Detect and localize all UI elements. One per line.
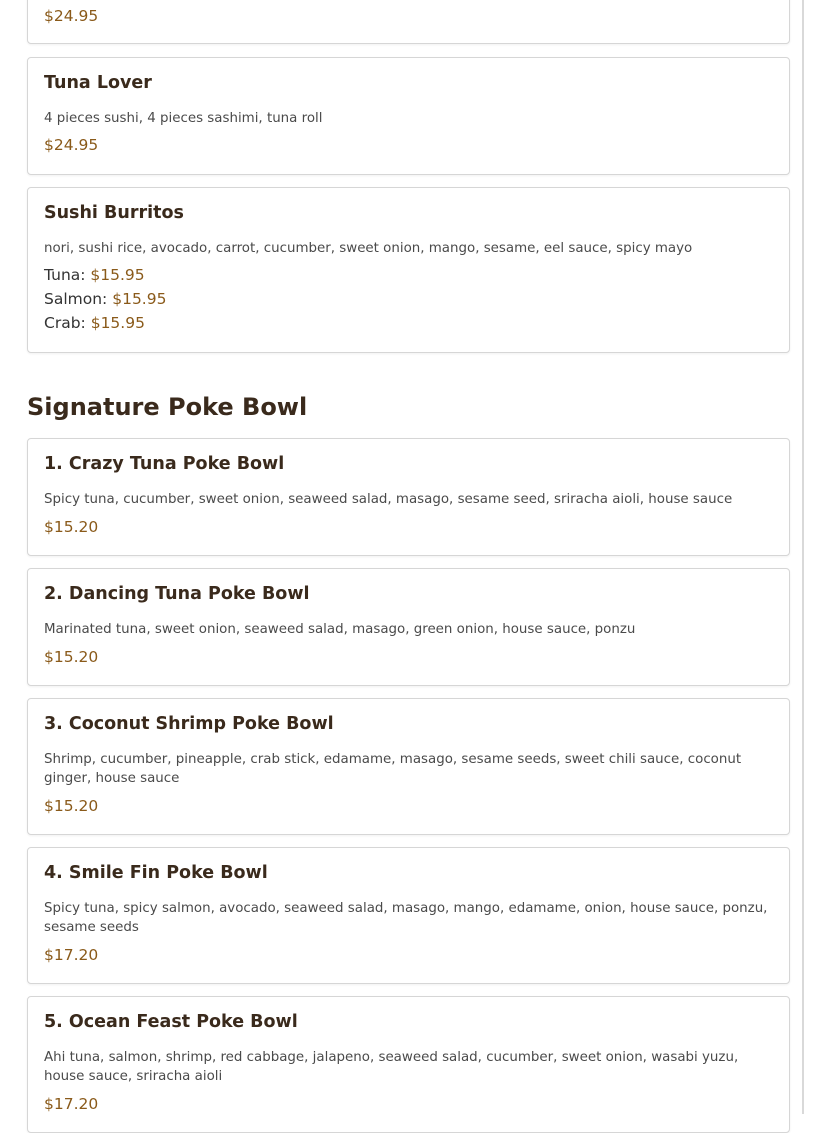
menu-item-name: 4. Smile Fin Poke Bowl [44,863,268,883]
menu-item-description: Ahi tuna, salmon, shrimp, red cabbage, jalapeno, seaweed salad, cucumber, sweet onion, wasabi yuzu, house sauce, sriracha aioli [44,1050,739,1084]
menu-item-card-sushi-burritos[interactable] [27,187,790,353]
menu-item-name: Tuna Lover [44,73,152,93]
menu-item-description: Shrimp, cucumber, pineapple, crab stick, edamame, masago, sesame seeds, sweet chili sauce, coconut ginger, house sauce [44,752,742,786]
menu-item-description: Spicy tuna, cucumber, sweet onion, seaweed salad, masago, sesame seed, sriracha aioli, house sauce [44,492,733,507]
menu-item-description: Marinated tuna, sweet onion, seaweed salad, masago, green onion, house sauce, ponzu [44,622,636,637]
section-heading-poke-bowl: Signature Poke Bowl [27,393,308,421]
variant-salmon: Salmon: $15.95 [44,290,167,308]
scroll-edge-divider [802,0,804,1114]
variant-crab: Crab: $15.95 [44,314,145,332]
menu-item-price: $15.20 [44,797,99,815]
menu-item-card-poke-1[interactable] [27,438,790,556]
variant-price: $15.95 [112,290,167,308]
menu-item-card-poke-5[interactable] [27,996,790,1133]
menu-item-price: $24.95 [44,136,99,154]
menu-item-name: Sushi Burritos [44,203,184,223]
menu-item-price: $24.95 [44,7,99,25]
menu-item-price: $15.20 [44,518,99,536]
menu-item-price: $17.20 [44,1095,99,1113]
menu-item-price: $15.20 [44,648,99,666]
menu-item-card-poke-4[interactable] [27,847,790,984]
menu-item-card-poke-2[interactable] [27,568,790,686]
menu-item-description: 4 pieces sushi, 4 pieces sashimi, tuna roll [44,111,323,126]
variant-tuna: Tuna: $15.95 [44,266,145,284]
menu-item-name: 1. Crazy Tuna Poke Bowl [44,454,285,474]
menu-item-name: 3. Coconut Shrimp Poke Bowl [44,714,334,734]
menu-item-description: nori, sushi rice, avocado, carrot, cucumber, sweet onion, mango, sesame, eel sauce, spicy mayo [44,241,693,256]
menu-item-card-tuna-lover[interactable] [27,57,790,175]
menu-item-card[interactable] [27,0,790,44]
variant-price: $15.95 [90,314,145,332]
menu-item-name: 2. Dancing Tuna Poke Bowl [44,584,310,604]
menu-item-price: $17.20 [44,946,99,964]
variant-price: $15.95 [90,266,145,284]
menu-item-card-poke-3[interactable] [27,698,790,835]
menu-item-name: 5. Ocean Feast Poke Bowl [44,1012,298,1032]
menu-item-description: Spicy tuna, spicy salmon, avocado, seaweed salad, masago, mango, edamame, onion, house sauce, ponzu, sesame seeds [44,901,768,935]
